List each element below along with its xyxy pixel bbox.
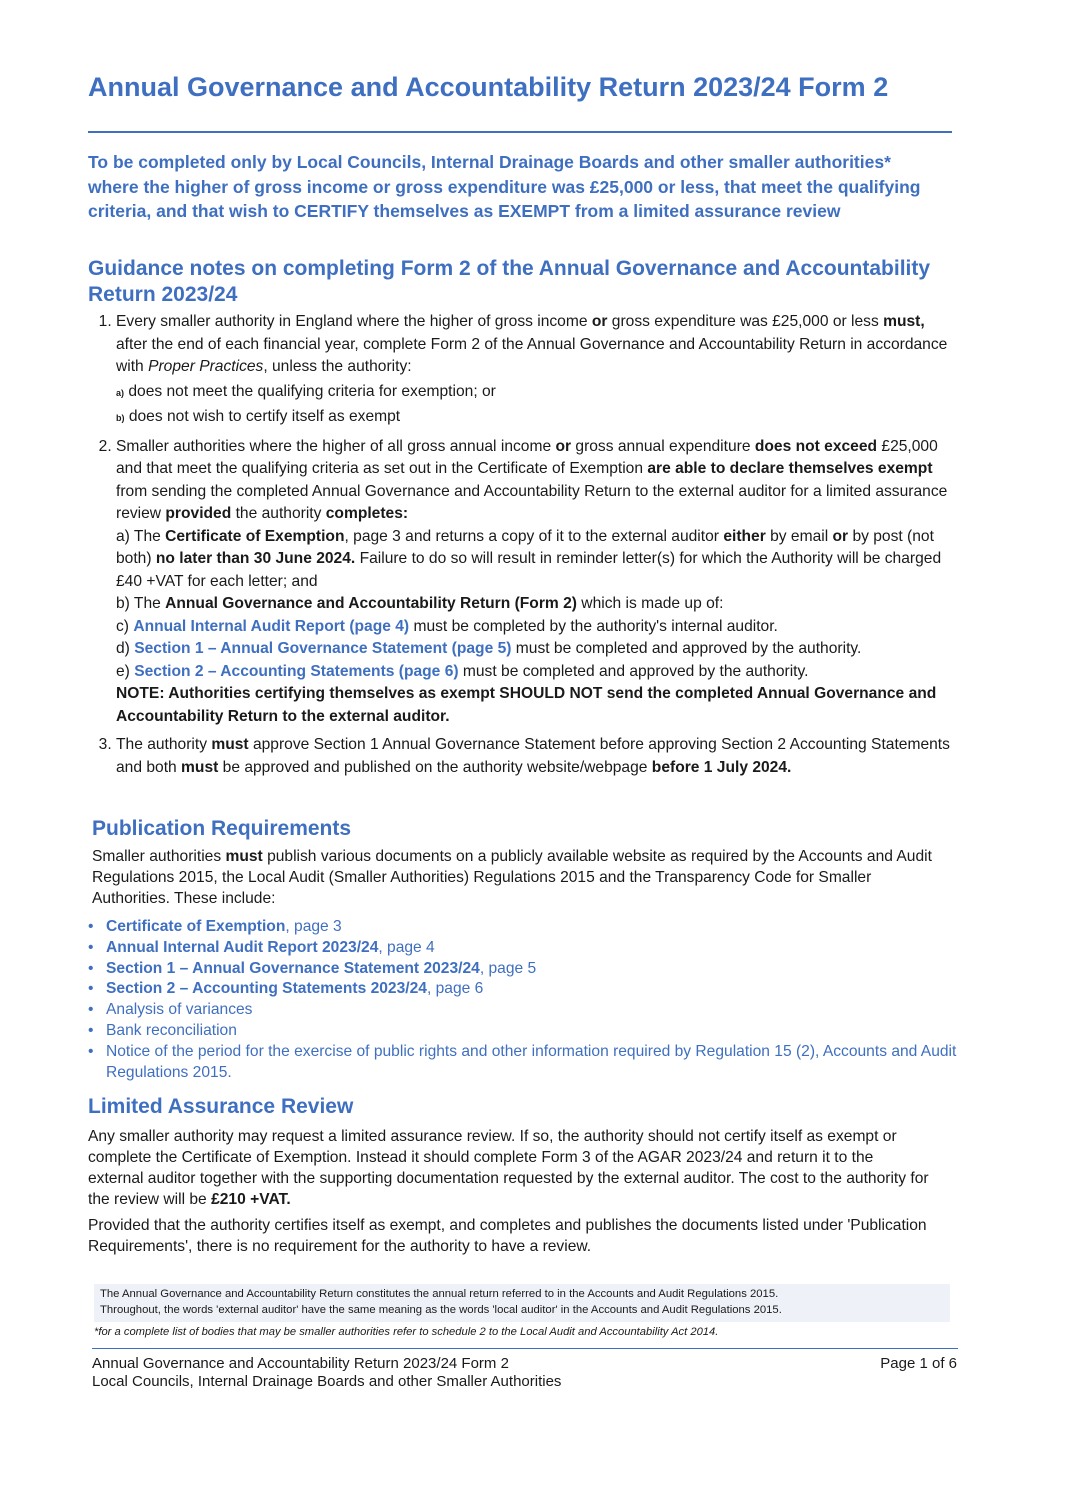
- note-line: The Annual Governance and Accountability Return constitutes the annual return referred to in the Accounts and Audit Regulations 2015.: [100, 1288, 779, 1300]
- text: , page 3: [285, 918, 342, 935]
- text: Section 1 – Annual Governance Statement 2023/24: [106, 959, 480, 977]
- title-divider: [88, 131, 952, 133]
- text: Analysis of variances: [106, 1001, 253, 1019]
- publication-heading: Publication Requirements: [92, 817, 352, 840]
- text: gross expenditure was £25,000 or less: [607, 313, 884, 330]
- text: , page 3 and returns a copy of it to the external auditor: [344, 527, 724, 545]
- text: no later than 30 June 2024.: [155, 550, 356, 567]
- limited-review-text: [88, 1126, 933, 1210]
- text: Any smaller authority may request a limited assurance review. If so, the authority should not certify itself as exempt or complete the Certificate of Exemption. Instead it should complete Form 3 of the AGAR 2023/24 and return it to the external auditor together with the supporting documentation requested by the external auditor. The cost to the authority for the review will be: [88, 1128, 929, 1208]
- text: Annual Governance and Accountability Return (Form 2): [165, 595, 577, 612]
- text: , page 6: [426, 980, 484, 998]
- guidance-item-2d: [116, 638, 950, 661]
- text: c): [116, 617, 134, 635]
- footer-line: Annual Governance and Accountability Return 2023/24 Form 2: [92, 1355, 509, 1372]
- page-number: Page 1 of 6: [880, 1355, 957, 1372]
- guidance-item-1: [116, 311, 950, 430]
- text: Proper Practices: [148, 358, 264, 375]
- text: Certificate of Exemption: [106, 918, 286, 935]
- footer-info: [92, 1355, 561, 1391]
- text: Annual Internal Audit Report 2023/24: [106, 938, 379, 956]
- return-note-box: [94, 1284, 950, 1322]
- limited-review-text-2: Provided that the authority certifies itself as exempt, and completes and publishes the documents listed under 'Publication Requirements', there is no requirement for the authority to have a review.: [88, 1217, 927, 1255]
- text: must: [225, 848, 263, 865]
- text: are able to declare themselves exempt: [647, 460, 933, 477]
- text: the authority: [231, 505, 326, 522]
- text: approve Section 1 Annual Governance Statement before approving Section 2 Accounting Statements and both: [116, 736, 950, 776]
- text: must be completed and approved by the authority.: [458, 662, 809, 680]
- text: £210 +VAT.: [211, 1191, 291, 1208]
- list-item[interactable]: [106, 959, 976, 980]
- footnote: *for a complete list of bodies that may be smaller authorities refer to schedule 2 to the Local Audit and Accountability Act 2014.: [94, 1326, 719, 1338]
- text: must: [211, 736, 249, 753]
- text: a) The: [116, 527, 166, 545]
- sub-marker: a): [116, 387, 125, 398]
- text: before 1 July 2024.: [651, 758, 792, 776]
- limited-review-heading: Limited Assurance Review: [88, 1095, 354, 1118]
- text: d): [116, 640, 135, 657]
- publication-text: [92, 846, 932, 909]
- text: does not exceed: [754, 437, 878, 455]
- internal-audit-report-link[interactable]: Annual Internal Audit Report (page 4): [133, 617, 410, 635]
- text: must be completed and approved by the authority.: [511, 640, 862, 657]
- guidance-item-3: [116, 734, 950, 779]
- text: gross annual expenditure: [571, 437, 755, 455]
- text: publish various documents on a publicly available website as required by the Accounts and Audit Regulations 2015, the Local Audit (Smaller Authorities) Regulations 2015 and the Transparency Code for Smaller Authorities. These include:: [92, 848, 932, 907]
- page-title: Annual Governance and Accountability Return 2023/24 Form 2: [88, 72, 889, 102]
- guidance-item-2c: [116, 616, 950, 639]
- note-line: Throughout, the words 'external auditor' have the same meaning as the words 'local auditor' in the Accounts and Audit Regulations 2015.: [100, 1304, 782, 1316]
- text: Section 2 – Accounting Statements 2023/24: [106, 980, 427, 998]
- guidance-heading: Guidance notes on completing Form 2 of the Annual Governance and Accountability Return 2023/24: [88, 257, 931, 306]
- text: which is made up of:: [576, 595, 724, 612]
- list-item: [106, 1021, 976, 1042]
- text: must: [181, 758, 219, 776]
- footer-line: Local Councils, Internal Drainage Boards and other Smaller Authorities: [92, 1373, 562, 1390]
- text: provided: [165, 505, 232, 522]
- text: or: [555, 437, 572, 455]
- text: Bank reconciliation: [106, 1021, 237, 1039]
- intro-text: To be completed only by Local Councils, Internal Drainage Boards and other smaller authorities* where the higher of gross income or gross expenditure was £25,000 or less, that meet the qualifying criteria, and that wish to CERTIFY themselves as EXEMPT from a limited assurance review: [88, 152, 921, 221]
- list-item[interactable]: [106, 938, 976, 959]
- publication-list: [86, 917, 976, 1083]
- text: Smaller authorities where the higher of all gross annual income: [116, 437, 556, 455]
- text: must,: [883, 313, 925, 330]
- guidance-item-1b: [116, 406, 950, 430]
- text: does not meet the qualifying criteria for exemption; or: [124, 382, 496, 400]
- guidance-item-2: [116, 436, 950, 729]
- text: be approved and published on the authority website/webpage: [218, 758, 652, 776]
- list-item[interactable]: [106, 917, 976, 938]
- text: , page 4: [378, 938, 435, 956]
- guidance-note: NOTE: Authorities certifying themselves as exempt SHOULD NOT send the completed Annual Governance and Accountability Return to the external auditor.: [116, 685, 937, 725]
- text: or: [832, 527, 849, 545]
- text: £25,000 and that meet the qualifying criteria as set out in the Certificate of Exemption: [116, 437, 938, 477]
- text: The authority: [116, 736, 212, 753]
- text: Every smaller authority in England where the higher of gross income: [116, 313, 592, 330]
- text: after the end of each financial year, complete Form 2 of the Annual Governance and Accountability Return in accordance with: [116, 335, 948, 375]
- text: by post (not both): [116, 527, 934, 567]
- text: must be completed by the authority's internal auditor.: [409, 617, 778, 635]
- text: by email: [765, 527, 833, 545]
- footer-divider: [92, 1348, 958, 1349]
- text: completes:: [325, 505, 409, 522]
- list-item: [106, 1000, 976, 1021]
- text: , unless the authority:: [263, 358, 412, 375]
- text: b) The: [116, 595, 166, 612]
- text: e): [116, 662, 135, 680]
- guidance-notes: [88, 311, 950, 785]
- list-item: [106, 1042, 976, 1084]
- governance-statement-link[interactable]: Section 1 – Annual Governance Statement (page 5): [134, 640, 512, 657]
- text: Failure to do so will result in reminder letter(s) for which the Authority will be charged £40 +VAT for each letter; and: [116, 550, 942, 590]
- text: or: [591, 313, 608, 330]
- guidance-item-2e: [116, 661, 950, 684]
- accounting-statements-link[interactable]: Section 2 – Accounting Statements (page 6): [134, 662, 459, 680]
- guidance-item-1a: [116, 381, 950, 405]
- text: , page 5: [479, 959, 537, 977]
- text: from sending the completed Annual Governance and Accountability Return to the external auditor for a limited assurance review: [116, 482, 948, 522]
- text: Smaller authorities: [92, 848, 226, 865]
- sub-marker: b): [116, 413, 125, 423]
- text: Certificate of Exemption: [165, 527, 345, 545]
- text: Notice of the period for the exercise of public rights and other information required by Regulation 15 (2), Accounts and Audit Regulations 2015.: [106, 1042, 957, 1081]
- text: either: [723, 527, 766, 545]
- list-item[interactable]: [106, 979, 976, 1000]
- text: does not wish to certify itself as exempt: [124, 408, 401, 425]
- guidance-item-2b: [116, 593, 950, 616]
- guidance-item-2a: [116, 526, 950, 594]
